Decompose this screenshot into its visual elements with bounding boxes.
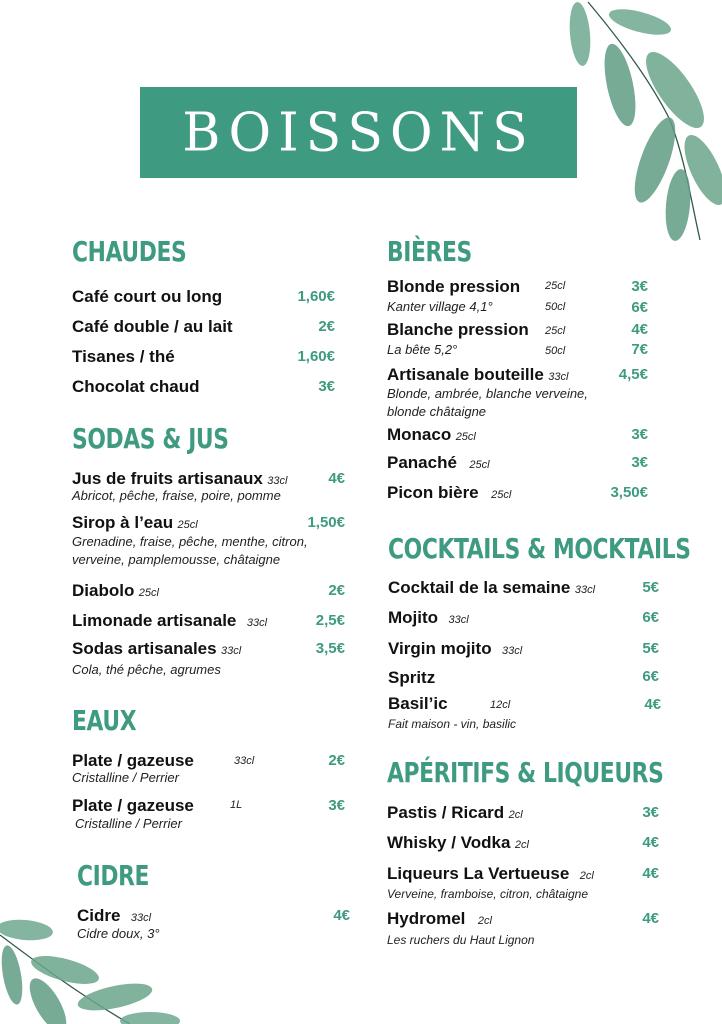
- item-description: Cola, thé pêche, agrumes: [72, 662, 221, 677]
- item-description: Fait maison - vin, basilic: [388, 717, 517, 731]
- item-volume: 2cl: [477, 915, 492, 927]
- item-volume: 25cl: [455, 431, 476, 443]
- item-price: 1,60€: [297, 348, 335, 365]
- item-volume: 2cl: [514, 839, 529, 851]
- item-name: Sodas artisanales: [72, 639, 217, 658]
- item-description: Abricot, pêche, fraise, poire, pomme: [72, 488, 281, 503]
- item-name: Virgin mojito: [388, 639, 492, 658]
- item-volume: 2cl: [508, 809, 523, 821]
- item-volume: 33cl: [246, 617, 268, 629]
- item-description: Les ruchers du Haut Lignon: [387, 933, 535, 947]
- item-name: Pastis / Ricard: [387, 803, 505, 822]
- menu-item: [387, 834, 529, 852]
- item-volume: 50cl: [545, 345, 566, 357]
- menu-item: [388, 640, 522, 658]
- leaf-branch-decoration-icon: [560, 0, 722, 250]
- section-title-bieres: BIÈRES: [387, 235, 472, 268]
- item-subline: Kanter village 4,1°: [387, 299, 493, 314]
- menu-item: [387, 454, 490, 472]
- item-name: Mojito: [388, 608, 439, 627]
- item-volume: 25cl: [138, 587, 159, 599]
- item-name: Liqueurs La Vertueuse: [387, 864, 570, 883]
- item-price: 3,50€: [610, 484, 648, 501]
- item-price: 4€: [333, 907, 350, 924]
- menu-item: [387, 804, 523, 822]
- section-title-aperitifs: APÉRITIFS & LIQUEURS: [387, 756, 664, 789]
- item-price: 3€: [642, 804, 659, 821]
- item-name: Diabolo: [72, 581, 135, 600]
- item-name: Limonade artisanale: [72, 611, 237, 630]
- item-price: 3,5€: [315, 640, 345, 657]
- item-name: Basil’ic: [388, 694, 448, 713]
- item-name: Plate / gazeuse: [72, 796, 194, 815]
- item-name: Panaché: [387, 453, 457, 472]
- item-price: 6€: [642, 609, 659, 626]
- item-name: Blonde pression: [387, 277, 521, 296]
- item-price: 2€: [328, 752, 345, 769]
- item-volume: 33cl: [448, 614, 469, 626]
- menu-item: [387, 910, 492, 928]
- item-volume: 33cl: [130, 912, 152, 924]
- item-description: Blonde, ambrée, blanche verveine,: [387, 386, 588, 401]
- item-price: 2,5€: [315, 612, 345, 629]
- menu-item: [77, 907, 151, 925]
- item-price: 4€: [328, 470, 345, 487]
- item-name: Sirop à l’eau: [72, 513, 174, 532]
- item-price: 5€: [642, 640, 659, 657]
- item-description: Cidre doux, 3°: [77, 926, 160, 941]
- item-name: Chocolat chaud: [72, 377, 200, 396]
- section-title-chaudes: CHAUDES: [72, 235, 187, 268]
- item-volume: 33cl: [234, 755, 255, 767]
- item-name: Picon bière: [387, 483, 479, 502]
- page-title: BOISSONS: [182, 101, 535, 164]
- item-name: Blanche pression: [387, 320, 529, 339]
- item-name: Spritz: [388, 668, 436, 687]
- item-volume: 33cl: [574, 584, 596, 596]
- menu-item: [72, 514, 198, 532]
- item-name: Cidre: [77, 906, 121, 925]
- item-description: Verveine, framboise, citron, châtaigne: [387, 887, 588, 901]
- section-title-eaux: EAUX: [72, 704, 137, 737]
- item-price: 1,60€: [297, 288, 335, 305]
- menu-item: [387, 366, 568, 384]
- item-name: Jus de fruits artisanaux: [72, 469, 263, 488]
- item-price: 6€: [642, 668, 659, 685]
- item-name: Café court ou long: [72, 287, 223, 306]
- item-price: 4€: [644, 696, 661, 713]
- item-description: verveine, pamplemousse, châtaigne: [72, 552, 281, 567]
- item-volume: 25cl: [491, 489, 512, 501]
- item-volume: 33cl: [221, 645, 242, 657]
- item-price: 2€: [328, 582, 345, 599]
- item-volume: 2cl: [579, 870, 594, 882]
- item-price: 3€: [631, 278, 648, 295]
- item-name: Café double / au lait: [72, 317, 233, 336]
- page-title-banner: [140, 87, 577, 178]
- item-price: 4€: [642, 865, 659, 882]
- item-volume: 25cl: [545, 280, 566, 292]
- item-volume: 25cl: [177, 519, 198, 531]
- item-name: Tisanes / thé: [72, 347, 175, 366]
- item-volume: 1L: [230, 799, 243, 811]
- menu-item: [388, 609, 469, 627]
- section-title-sodas: SODAS & JUS: [72, 422, 229, 455]
- item-price: 4,5€: [618, 366, 648, 383]
- menu-item: [387, 484, 511, 502]
- menu-item: [387, 426, 476, 444]
- item-name: Hydromel: [387, 909, 466, 928]
- item-description: blonde châtaigne: [387, 404, 487, 419]
- item-price: 5€: [642, 579, 659, 596]
- item-price: 3€: [328, 797, 345, 814]
- item-volume: 50cl: [545, 301, 566, 313]
- item-volume: 33cl: [502, 645, 523, 657]
- item-name: Artisanale bouteille: [387, 365, 544, 384]
- item-price: 1,50€: [307, 514, 345, 531]
- item-name: Whisky / Vodka: [387, 833, 511, 852]
- item-price: 4€: [631, 321, 648, 338]
- item-price: 4€: [642, 834, 659, 851]
- item-volume: 33cl: [267, 475, 288, 487]
- section-title-cidre: CIDRE: [77, 859, 150, 892]
- item-price: 6€: [631, 299, 648, 316]
- item-description: Cristalline / Perrier: [75, 816, 182, 831]
- item-volume: 33cl: [548, 371, 569, 383]
- menu-item: [387, 865, 594, 883]
- item-price: 4€: [642, 910, 659, 927]
- menu-item: [72, 612, 267, 630]
- menu-item: [388, 579, 595, 597]
- item-name: Plate / gazeuse: [72, 751, 194, 770]
- item-description: Grenadine, fraise, pêche, menthe, citron,: [72, 534, 308, 549]
- item-volume: 12cl: [490, 699, 511, 711]
- item-price: 3€: [631, 454, 648, 471]
- item-name: Cocktail de la semaine: [388, 578, 571, 597]
- section-title-cocktails: COCKTAILS & MOCKTAILS: [388, 532, 691, 565]
- menu-item: [72, 470, 287, 488]
- item-price: 3€: [631, 426, 648, 443]
- item-volume: 25cl: [545, 325, 566, 337]
- item-name: Monaco: [387, 425, 452, 444]
- item-price: 3€: [318, 378, 335, 395]
- item-volume: 25cl: [469, 459, 490, 471]
- item-price: 2€: [318, 318, 335, 335]
- item-price: 7€: [631, 341, 648, 358]
- menu-item: [72, 582, 159, 600]
- item-subline: La bête 5,2°: [387, 342, 458, 357]
- menu-item: [72, 640, 241, 658]
- item-description: Cristalline / Perrier: [72, 770, 179, 785]
